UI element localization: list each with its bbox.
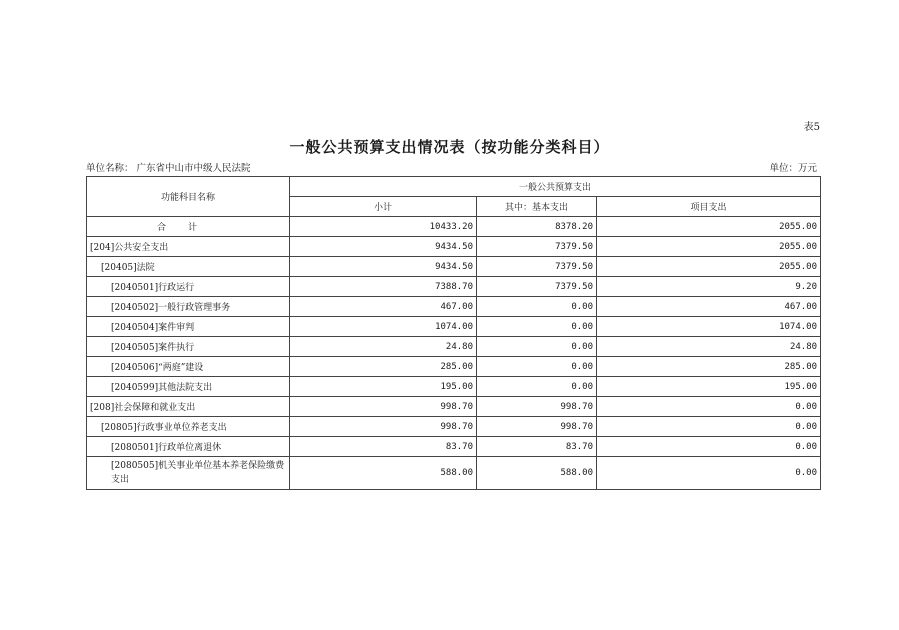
- subject-name-cell: [2040599]其他法院支出: [87, 377, 290, 397]
- header-group: 一般公共预算支出: [290, 177, 821, 197]
- subject-name-cell: [2040506]“两庭”建设: [87, 357, 290, 377]
- basic-cell: 998.70: [477, 417, 597, 437]
- subtotal-cell: 467.00: [290, 297, 477, 317]
- header-subtotal: 小计: [290, 197, 477, 217]
- basic-cell: 83.70: [477, 437, 597, 457]
- subtotal-cell: 9434.50: [290, 257, 477, 277]
- table-row: [87, 457, 821, 490]
- table-number: 表5: [803, 122, 820, 133]
- header-subject-name: 功能科目名称: [87, 177, 290, 217]
- subject-name-cell: [208]社会保障和就业支出: [87, 397, 290, 417]
- currency-unit: 单位：万元: [769, 163, 817, 174]
- project-cell: 0.00: [597, 457, 821, 490]
- project-cell: 9.20: [597, 277, 821, 297]
- project-cell: 0.00: [597, 437, 821, 457]
- unit-name-line: [86, 160, 251, 174]
- project-cell: 2055.00: [597, 257, 821, 277]
- project-cell: 195.00: [597, 377, 821, 397]
- table-row: [87, 257, 821, 277]
- basic-cell: 7379.50: [477, 277, 597, 297]
- header-basic: 其中：基本支出: [477, 197, 597, 217]
- basic-cell: 0.00: [477, 297, 597, 317]
- table-row: [87, 337, 821, 357]
- table-row: [87, 377, 821, 397]
- page-title: 一般公共预算支出情况表（按功能分类科目）: [289, 138, 610, 156]
- table-row: [87, 237, 821, 257]
- basic-cell: 0.00: [477, 317, 597, 337]
- subtotal-cell: 998.70: [290, 417, 477, 437]
- basic-cell: 7379.50: [477, 257, 597, 277]
- total-basic: 8378.20: [477, 217, 597, 237]
- basic-cell: 588.00: [477, 457, 597, 490]
- subject-name-cell: [2040504]案件审判: [87, 317, 290, 337]
- total-project: 2055.00: [597, 217, 821, 237]
- subject-name-cell: [2040502]一般行政管理事务: [87, 297, 290, 317]
- subtotal-cell: 1074.00: [290, 317, 477, 337]
- basic-cell: 0.00: [477, 377, 597, 397]
- subject-name-cell: [204]公共安全支出: [87, 237, 290, 257]
- subtotal-cell: 588.00: [290, 457, 477, 490]
- basic-cell: 7379.50: [477, 237, 597, 257]
- project-cell: 467.00: [597, 297, 821, 317]
- unit-name: 广东省中山市中级人民法院: [136, 163, 251, 174]
- subtotal-cell: 24.80: [290, 337, 477, 357]
- subject-name-cell: [20805]行政事业单位养老支出: [87, 417, 290, 437]
- subtotal-cell: 83.70: [290, 437, 477, 457]
- project-cell: 285.00: [597, 357, 821, 377]
- table-row: [87, 417, 821, 437]
- total-label: 合计: [87, 217, 290, 237]
- unit-name-label: 单位名称：: [86, 163, 134, 174]
- project-cell: 1074.00: [597, 317, 821, 337]
- total-subtotal: 10433.20: [290, 217, 477, 237]
- subtotal-cell: 285.00: [290, 357, 477, 377]
- project-cell: 24.80: [597, 337, 821, 357]
- budget-table: [86, 176, 821, 490]
- table-row: [87, 317, 821, 337]
- table-row: [87, 357, 821, 377]
- subtotal-cell: 7388.70: [290, 277, 477, 297]
- subtotal-cell: 195.00: [290, 377, 477, 397]
- subtotal-cell: 998.70: [290, 397, 477, 417]
- table-row: [87, 437, 821, 457]
- basic-cell: 0.00: [477, 337, 597, 357]
- subject-name-cell: [2040505]案件执行: [87, 337, 290, 357]
- table-row: [87, 297, 821, 317]
- subtotal-cell: 9434.50: [290, 237, 477, 257]
- basic-cell: 0.00: [477, 357, 597, 377]
- subject-name-cell: [2080501]行政单位离退休: [87, 437, 290, 457]
- project-cell: 0.00: [597, 397, 821, 417]
- table-row: [87, 277, 821, 297]
- total-row: [87, 217, 821, 237]
- project-cell: 0.00: [597, 417, 821, 437]
- project-cell: 2055.00: [597, 237, 821, 257]
- table-row: [87, 397, 821, 417]
- basic-cell: 998.70: [477, 397, 597, 417]
- subject-name-cell: [20405]法院: [87, 257, 290, 277]
- subject-name-cell: [2080505]机关事业单位基本养老保险缴费支出: [87, 457, 290, 490]
- header-project: 项目支出: [597, 197, 821, 217]
- subject-name-cell: [2040501]行政运行: [87, 277, 290, 297]
